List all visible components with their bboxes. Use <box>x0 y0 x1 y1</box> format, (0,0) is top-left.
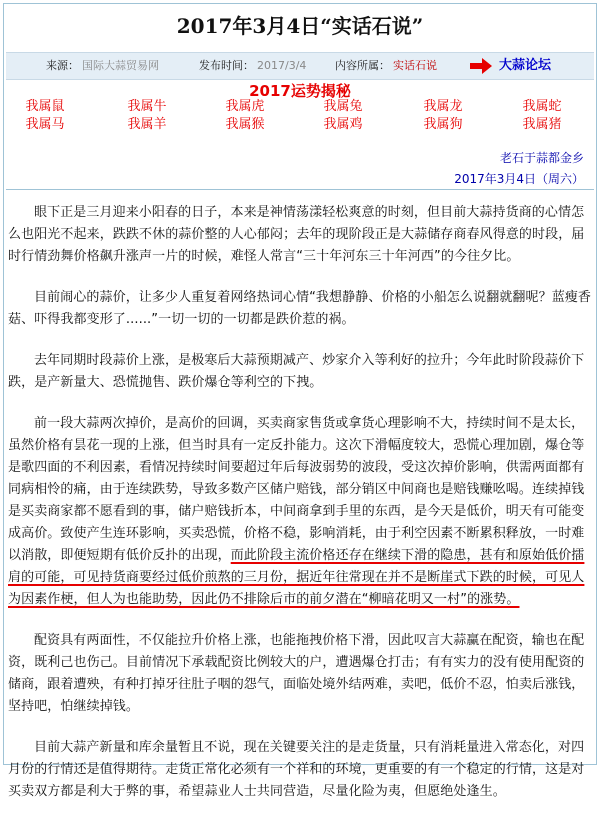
article-body <box>8 202 592 822</box>
time-value: 2017/3/4 <box>257 59 307 72</box>
zodiac-rat-link[interactable]: 我属鼠 <box>25 99 65 114</box>
source-label: 来源： <box>46 59 79 72</box>
paragraph-3: 去年同期时段蒜价上涨，是极寒后大蒜预期减产、炒家介入等利好的拉升；今年此时阶段蒜价下跌，是产新量大、恐慌抛售、跌价爆仓等利空的下拽。 <box>8 353 585 390</box>
paragraph-1: 眼下正是三月迎来小阳春的日子，本来是神情荡漾轻松爽意的时刻，但目前大蒜持货商的心情怎么也阳光不起来，跌跌不休的蒜价整的人心郁闷；去年的现阶段正是大蒜储存商春风得意的时段，届时行情劲舞价格飙升涨声一片的时候，难怪人常言“三十年河东三十年河西”的今往夕比。 <box>8 205 585 264</box>
zodiac-tiger-link[interactable]: 我属虎 <box>225 99 265 114</box>
paragraph-5: 配资具有两面性，不仅能拉升价格上涨，也能拖拽价格下滑，因此叹言大蒜赢在配资，输也在配资，既利己也伤己。目前情况下承载配资比例较大的户，遭遇爆仓打击；有有实力的没有使用配资的储商，跟着遭殃，有种打掉牙往肚子咽的怨气，面临处境外结两难，卖吧，低价不忍，怕卖后涨钱，坚持吧，怕继续掉钱。 <box>8 633 585 714</box>
right-arrow-icon <box>469 58 493 74</box>
meta-bar <box>6 52 594 80</box>
source-value: 国际大蒜贸易网 <box>82 59 159 72</box>
divider <box>6 189 594 190</box>
byline-date: 2017年3月4日（周六） <box>454 172 584 186</box>
byline-author: 老石于蒜都金乡 <box>499 151 584 165</box>
forum-link[interactable]: 大蒜论坛 <box>499 58 552 73</box>
fortune-title[interactable]: 2017运势揭秘 <box>249 82 351 100</box>
category-label: 内容所属： <box>335 59 390 72</box>
zodiac-horse-link[interactable]: 我属马 <box>25 117 65 132</box>
zodiac-monkey-link[interactable]: 我属猴 <box>225 117 265 132</box>
zodiac-pig-link[interactable]: 我属猪 <box>522 117 562 132</box>
time-label: 发布时间： <box>199 59 254 72</box>
paragraph-6: 目前大蒜产新量和库余量暂且不说，现在关键要关注的是走货量，只有消耗量进入常态化，对四月份的行情还是值得期待。走货正常化必须有一个祥和的环境，更重要的有一个稳定的行情，这是对买卖双方都是利大于弊的事，希望蒜业人士共同营造，尽量化险为夷，但愿绝处逢生。 <box>8 740 585 799</box>
zodiac-ox-link[interactable]: 我属牛 <box>127 99 167 114</box>
category-link[interactable]: 实话石说 <box>393 59 437 72</box>
page-title: 2017年3月4日“实话石说” <box>176 14 424 38</box>
zodiac-goat-link[interactable]: 我属羊 <box>127 117 167 132</box>
paragraph-4-underlined: 而此阶段主流价格还存在继续下滑的隐患，甚有和原始低价擂肩的可能，可见持货商要经过低价煎熬的三月份，据近年往常现在并不是断崖式下跌的时候，可见人为因素作梗，但人为也能助势，因此仍不排除后市的前夕潜在“柳暗花明又一村”的涨势。 <box>8 548 585 607</box>
paragraph-4 <box>8 413 592 611</box>
zodiac-rabbit-link[interactable]: 我属兔 <box>323 99 363 114</box>
zodiac-dog-link[interactable]: 我属狗 <box>423 117 463 132</box>
paragraph-4-text: 前一段大蒜两次掉价，是高价的回调，买卖商家售货或拿货心理影响不大，持续时间不是太长，虽然价格有昙花一现的上涨，但当时具有一定反扑能力。这次下滑幅度较大，恐慌心理加剧，爆仓等是歌四面的不利因素，看情况持续时间要超过年后每波弱势的波段，受这次掉价影响，供需两面都有同病相怜的痛，由于连续跌势，导致多数产区储户赔钱，部分销区中间商也是赔钱赚吆喝。连续掉钱是买卖商家都不愿看到的事，储户赔钱折本，中间商拿到手里的东西，是今天是低价，明天有可能变成高价。致使产生连环影响，买卖恐慌，价格不稳，影响消耗，由于利空因素不断累积释放，一时难以消散，即便短期有低价反扑的出现， <box>8 416 585 563</box>
zodiac-rooster-link[interactable]: 我属鸡 <box>323 117 363 132</box>
paragraph-2: 目前闹心的蒜价，让多少人重复着网络热词心情“我想静静、价格的小船怎么说翻就翻呢？蓝瘦香菇、吓得我都变形了......”一切一切的一切都是跌价惹的祸。 <box>8 290 592 327</box>
zodiac-dragon-link[interactable]: 我属龙 <box>423 99 463 114</box>
zodiac-snake-link[interactable]: 我属蛇 <box>522 99 562 114</box>
